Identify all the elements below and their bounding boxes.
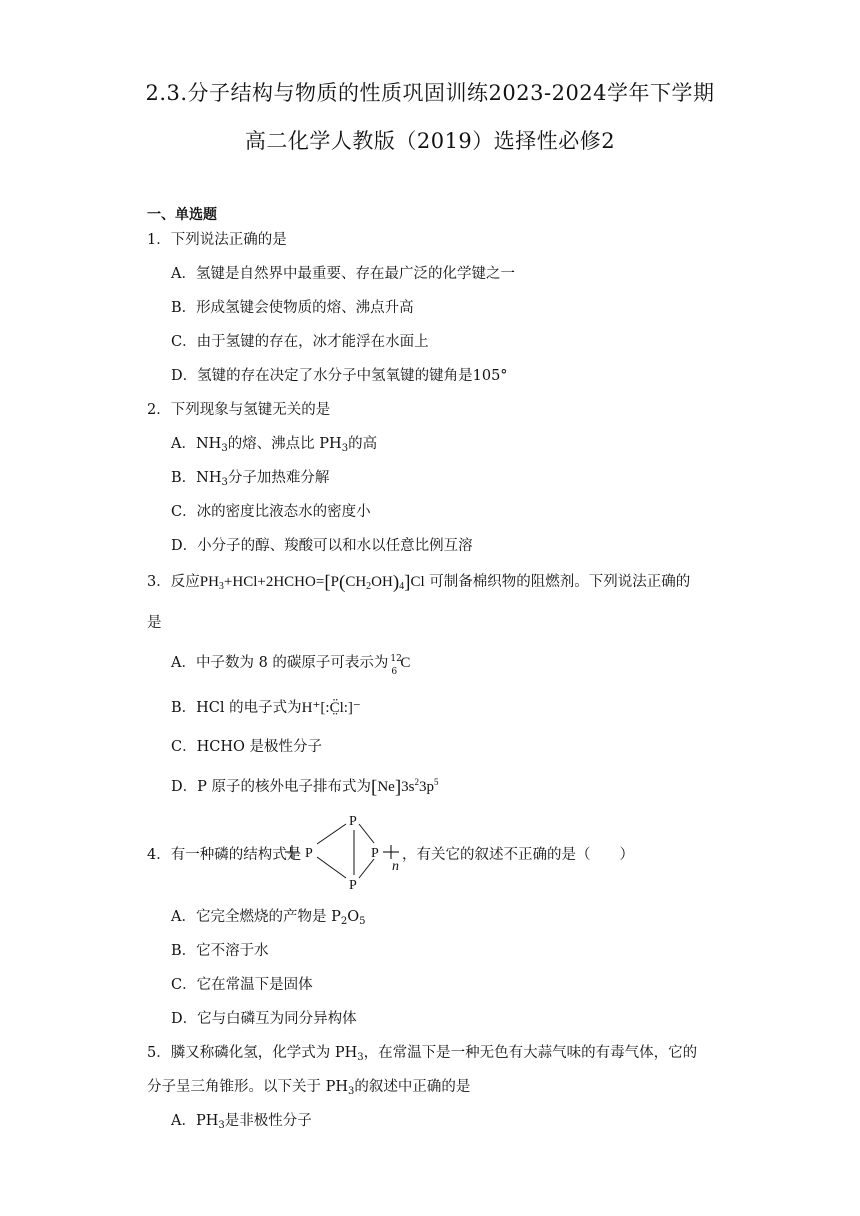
p-atom-left: P xyxy=(305,846,313,861)
question-1-option-b: B．形成氢键会使物质的熔、沸点升高 xyxy=(171,300,414,316)
question-4-option-a: A．它完全燃烧的产物是 $P_2O_5$ xyxy=(171,909,366,927)
question-2-stem: 2．下列现象与氢键无关的是 xyxy=(147,402,331,418)
document-title-line-2: 高二化学人教版（2019）选择性必修2 xyxy=(244,129,616,153)
question-3-option-c: C．HCHO 是极性分子 xyxy=(171,739,322,755)
question-5-stem-line-1: 5．膦又称磷化氢，化学式为 $PH_3$，在常温下是一种无色有大蒜气味的有毒气体，它的 xyxy=(147,1045,698,1063)
p-atom-right: P xyxy=(371,846,379,861)
question-5-stem-line-2: 分子呈三角锥形。以下关于 $PH_3$的叙述中正确的是 xyxy=(147,1079,471,1097)
question-1-stem: 1．下列说法正确的是 xyxy=(147,232,287,248)
document-title-line-1: 2.3.分子结构与物质的性质巩固训练2023-2024学年下学期 xyxy=(145,81,715,105)
question-2-option-c: C．冰的密度比液态水的密度小 xyxy=(171,504,371,520)
question-4-option-c: C．它在常温下是固体 xyxy=(171,977,313,993)
phosphorus-polymer-structure xyxy=(283,812,401,894)
question-1-option-d: D．氢键的存在决定了水分子中氢氧键的键角是105° xyxy=(171,368,508,384)
reaction-equation: $PH_3+HCl+2HCHO=[P(CH_2OH)_4]Cl$ xyxy=(199,572,425,593)
question-3-option-b: B．HCl 的电子式为H⁺[:C̤̈l:]⁻ xyxy=(171,700,361,716)
question-3-stem-continued: 是 xyxy=(147,615,162,631)
question-2-option-a: A．$NH_3$的熔、沸点比 $PH_3$的高 xyxy=(171,436,378,454)
question-2-option-d: D．小分子的醇、羧酸可以和水以任意比例互溶 xyxy=(171,538,473,554)
question-3-option-a: A．中子数为 8 的碳原子可表示为 12 6 C xyxy=(171,654,411,677)
question-4-stem-suffix: ，有关它的叙述不正确的是（ ） xyxy=(402,847,634,863)
hcl-electron-formula: H⁺[:C̤̈l:]⁻ xyxy=(301,700,361,716)
carbon-isotope-notation: 12 6 xyxy=(390,654,402,677)
question-5-option-a: A．$PH_3$是非极性分子 xyxy=(171,1113,312,1131)
question-3-option-d: D．P 原子的核外电子排布式为$[Ne]3s^23p^5$ xyxy=(171,777,439,798)
p-atom-top: P xyxy=(349,814,357,829)
question-1-option-a: A．氢键是自然界中最重要、存在最广泛的化学键之一 xyxy=(171,266,515,282)
p-atom-bottom: P xyxy=(349,878,357,893)
question-4-option-d: D．它与白磷互为同分异构体 xyxy=(171,1011,357,1027)
repeat-subscript-n: n xyxy=(392,859,399,874)
question-4-option-b: B．它不溶于水 xyxy=(171,943,269,959)
question-2-option-b: B．$NH_3$分子加热难分解 xyxy=(171,470,330,488)
question-4-stem-prefix: 4．有一种磷的结构式是 xyxy=(147,847,302,863)
section-heading: 一、单选题 xyxy=(147,207,217,223)
question-3-stem: 3．反应$PH_3+HCl+2HCHO=[P(CH_2OH)_4]Cl$ 可制备棉织物的阻燃剂。下列说法正确的 xyxy=(147,572,691,593)
question-1-option-c: C．由于氢键的存在，冰才能浮在水面上 xyxy=(171,334,429,350)
